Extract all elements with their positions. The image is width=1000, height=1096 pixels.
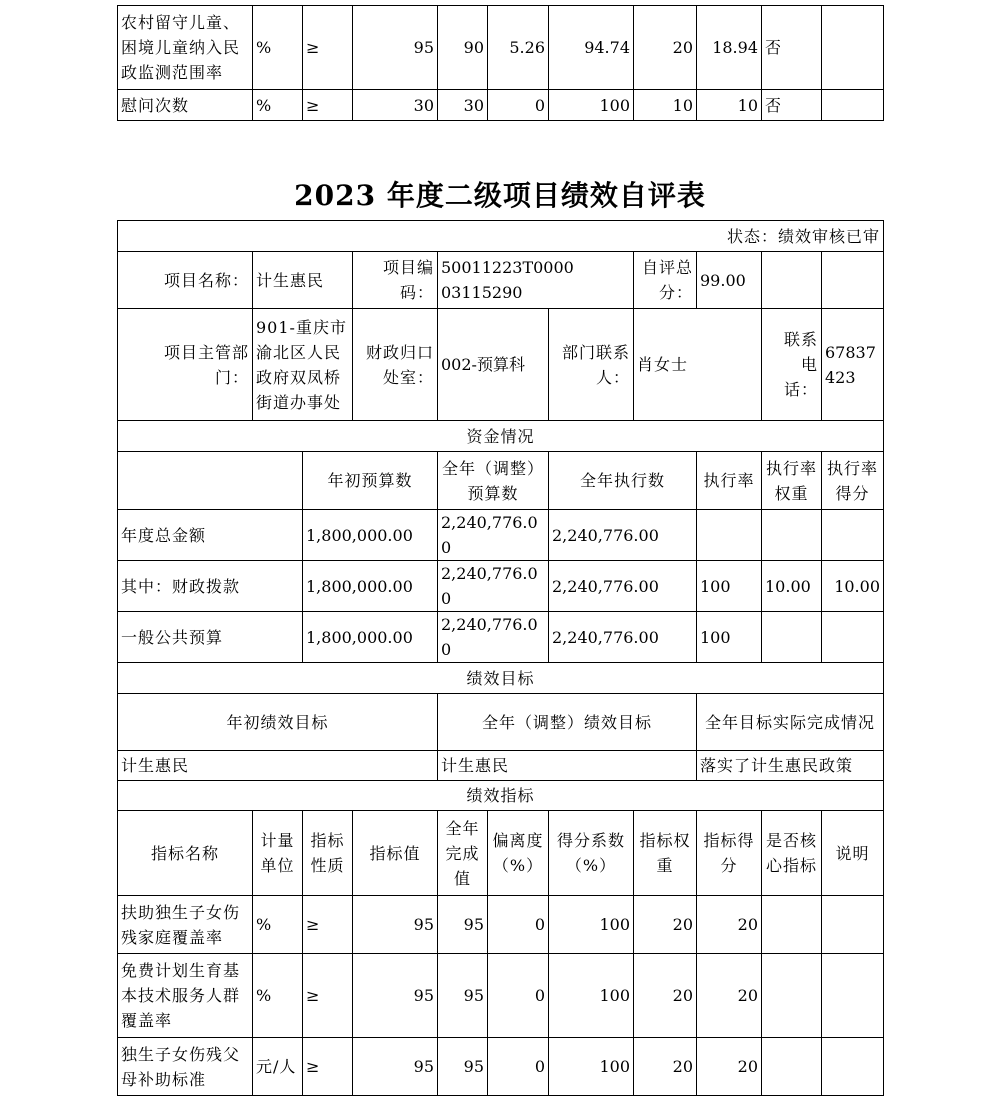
indicator-deviation: 0: [488, 90, 549, 121]
row-label: 年度总金额: [118, 510, 303, 561]
self-score-value: 99.00: [697, 252, 762, 309]
initial-budget: 1,800,000.00: [303, 561, 438, 612]
column-header: 是否核心指标: [762, 811, 822, 896]
column-header: 执行率: [697, 452, 762, 510]
indicator-target: 30: [353, 90, 438, 121]
indicator-actual: 30: [438, 90, 488, 121]
project-code-label: 项目编码：: [353, 252, 438, 309]
goal-completion: 落实了计生惠民政策: [697, 751, 884, 781]
project-row-2: [118, 309, 884, 421]
indicator-nature: ≥: [303, 1038, 353, 1096]
row-label: 一般公共预算: [118, 612, 303, 663]
indicator-coef: 100: [549, 896, 634, 954]
column-header: 全年（调整）预算数: [438, 452, 549, 510]
indicator-nature: ≥: [303, 896, 353, 954]
indicator-score: 20: [697, 896, 762, 954]
phone-label: 联系电话：: [762, 309, 822, 421]
table-row: [118, 6, 884, 90]
indicator-name: 慰问次数: [118, 90, 253, 121]
indicator-coef: 100: [549, 954, 634, 1038]
exec-weight: [762, 612, 822, 663]
empty-cell: [762, 252, 822, 309]
indicator-coef: 100: [549, 90, 634, 121]
dept-label: 项目主管部门：: [118, 309, 253, 421]
section-title: 绩效目标: [118, 663, 884, 694]
indicator-actual: 95: [438, 954, 488, 1038]
indicators-section-header: [118, 781, 884, 811]
indicator-score: 20: [697, 954, 762, 1038]
indicator-note: [822, 896, 884, 954]
indicator-name: 扶助独生子女伤残家庭覆盖率: [118, 896, 253, 954]
column-header: 全年（调整）绩效目标: [438, 694, 697, 751]
column-header: 全年执行数: [549, 452, 697, 510]
column-header: 指标得分: [697, 811, 762, 896]
indicator-nature: ≥: [303, 6, 353, 90]
table-row: [118, 612, 884, 663]
indicator-name: 免费计划生育基本技术服务人群覆盖率: [118, 954, 253, 1038]
indicator-core: 否: [762, 6, 822, 90]
row-label: 其中：财政拨款: [118, 561, 303, 612]
indicator-actual: 95: [438, 1038, 488, 1096]
indicator-core: [762, 1038, 822, 1096]
project-code-value: 50011223T000003115290: [438, 252, 634, 309]
table-row: [118, 510, 884, 561]
status-text: 状态：绩效审核已审: [118, 221, 884, 252]
indicator-coef: 94.74: [549, 6, 634, 90]
finance-value: 002-预算科: [438, 309, 549, 421]
indicator-weight: 20: [634, 954, 697, 1038]
initial-budget: 1,800,000.00: [303, 612, 438, 663]
column-header: 执行率权重: [762, 452, 822, 510]
indicator-unit: 元/人: [253, 1038, 303, 1096]
empty-cell: [118, 452, 303, 510]
goals-value-row: [118, 751, 884, 781]
exec-rate: 100: [697, 612, 762, 663]
contact-value: 肖女士: [634, 309, 762, 421]
column-header: 说明: [822, 811, 884, 896]
indicator-name: 农村留守儿童、困境儿童纳入民政监测范围率: [118, 6, 253, 90]
indicator-nature: ≥: [303, 90, 353, 121]
project-name-value: 计生惠民: [253, 252, 353, 309]
project-name-label: 项目名称：: [118, 252, 253, 309]
indicator-note: [822, 1038, 884, 1096]
indicator-nature: ≥: [303, 954, 353, 1038]
column-header: 年初预算数: [303, 452, 438, 510]
executed-amount: 2,240,776.00: [549, 510, 697, 561]
exec-weight: 10.00: [762, 561, 822, 612]
previous-indicators-table: [117, 5, 884, 121]
exec-score: [822, 510, 884, 561]
exec-rate: [697, 510, 762, 561]
exec-score: [822, 612, 884, 663]
indicator-unit: %: [253, 6, 303, 90]
table-row: [118, 954, 884, 1038]
initial-goal: 计生惠民: [118, 751, 438, 781]
funds-section-header: [118, 421, 884, 452]
section-title: 绩效指标: [118, 781, 884, 811]
funds-header-row: [118, 452, 884, 510]
column-header: 全年完成值: [438, 811, 488, 896]
column-header: 指标名称: [118, 811, 253, 896]
indicator-score: 10: [697, 90, 762, 121]
indicator-core: [762, 954, 822, 1038]
column-header: 计量单位: [253, 811, 303, 896]
indicator-actual: 90: [438, 6, 488, 90]
table-row: [118, 561, 884, 612]
indicator-unit: %: [253, 896, 303, 954]
status-row: [118, 221, 884, 252]
goals-header-row: [118, 694, 884, 751]
indicator-core: [762, 896, 822, 954]
indicator-unit: %: [253, 954, 303, 1038]
indicator-name: 独生子女伤残父母补助标准: [118, 1038, 253, 1096]
adjusted-goal: 计生惠民: [438, 751, 697, 781]
adjusted-budget: 2,240,776.00: [438, 612, 549, 663]
indicator-note: [822, 954, 884, 1038]
executed-amount: 2,240,776.00: [549, 561, 697, 612]
column-header: 偏离度（%）: [488, 811, 549, 896]
finance-label: 财政归口处室：: [353, 309, 438, 421]
indicator-target: 95: [353, 6, 438, 90]
indicator-deviation: 0: [488, 1038, 549, 1096]
project-row-1: [118, 252, 884, 309]
indicator-score: 18.94: [697, 6, 762, 90]
goals-section-header: [118, 663, 884, 694]
section-title: 资金情况: [118, 421, 884, 452]
indicator-deviation: 5.26: [488, 6, 549, 90]
indicator-target: 95: [353, 954, 438, 1038]
adjusted-budget: 2,240,776.00: [438, 561, 549, 612]
empty-cell: [822, 252, 884, 309]
indicator-score: 20: [697, 1038, 762, 1096]
indicator-target: 95: [353, 896, 438, 954]
indicator-deviation: 0: [488, 954, 549, 1038]
phone-value: 67837423: [822, 309, 884, 421]
indicator-unit: %: [253, 90, 303, 121]
indicator-note: [822, 90, 884, 121]
column-header: 指标性质: [303, 811, 353, 896]
indicator-note: [822, 6, 884, 90]
table-row: [118, 90, 884, 121]
indicator-actual: 95: [438, 896, 488, 954]
column-header: 执行率得分: [822, 452, 884, 510]
exec-rate: 100: [697, 561, 762, 612]
indicator-weight: 20: [634, 896, 697, 954]
column-header: 全年目标实际完成情况: [697, 694, 884, 751]
adjusted-budget: 2,240,776.00: [438, 510, 549, 561]
indicator-target: 95: [353, 1038, 438, 1096]
executed-amount: 2,240,776.00: [549, 612, 697, 663]
page-title: 2023 年度二级项目绩效自评表: [294, 179, 706, 212]
indicator-core: 否: [762, 90, 822, 121]
indicator-weight: 20: [634, 6, 697, 90]
indicator-weight: 20: [634, 1038, 697, 1096]
indicators-header-row: [118, 811, 884, 896]
column-header: 指标权重: [634, 811, 697, 896]
self-score-label: 自评总分：: [634, 252, 697, 309]
indicator-weight: 10: [634, 90, 697, 121]
dept-value: 901-重庆市渝北区人民政府双凤桥街道办事处: [253, 309, 353, 421]
evaluation-table: [117, 220, 884, 1096]
column-header: 年初绩效目标: [118, 694, 438, 751]
indicator-coef: 100: [549, 1038, 634, 1096]
exec-weight: [762, 510, 822, 561]
table-row: [118, 1038, 884, 1096]
column-header: 得分系数（%）: [549, 811, 634, 896]
exec-score: 10.00: [822, 561, 884, 612]
table-row: [118, 896, 884, 954]
initial-budget: 1,800,000.00: [303, 510, 438, 561]
indicator-deviation: 0: [488, 896, 549, 954]
column-header: 指标值: [353, 811, 438, 896]
contact-label: 部门联系人：: [549, 309, 634, 421]
